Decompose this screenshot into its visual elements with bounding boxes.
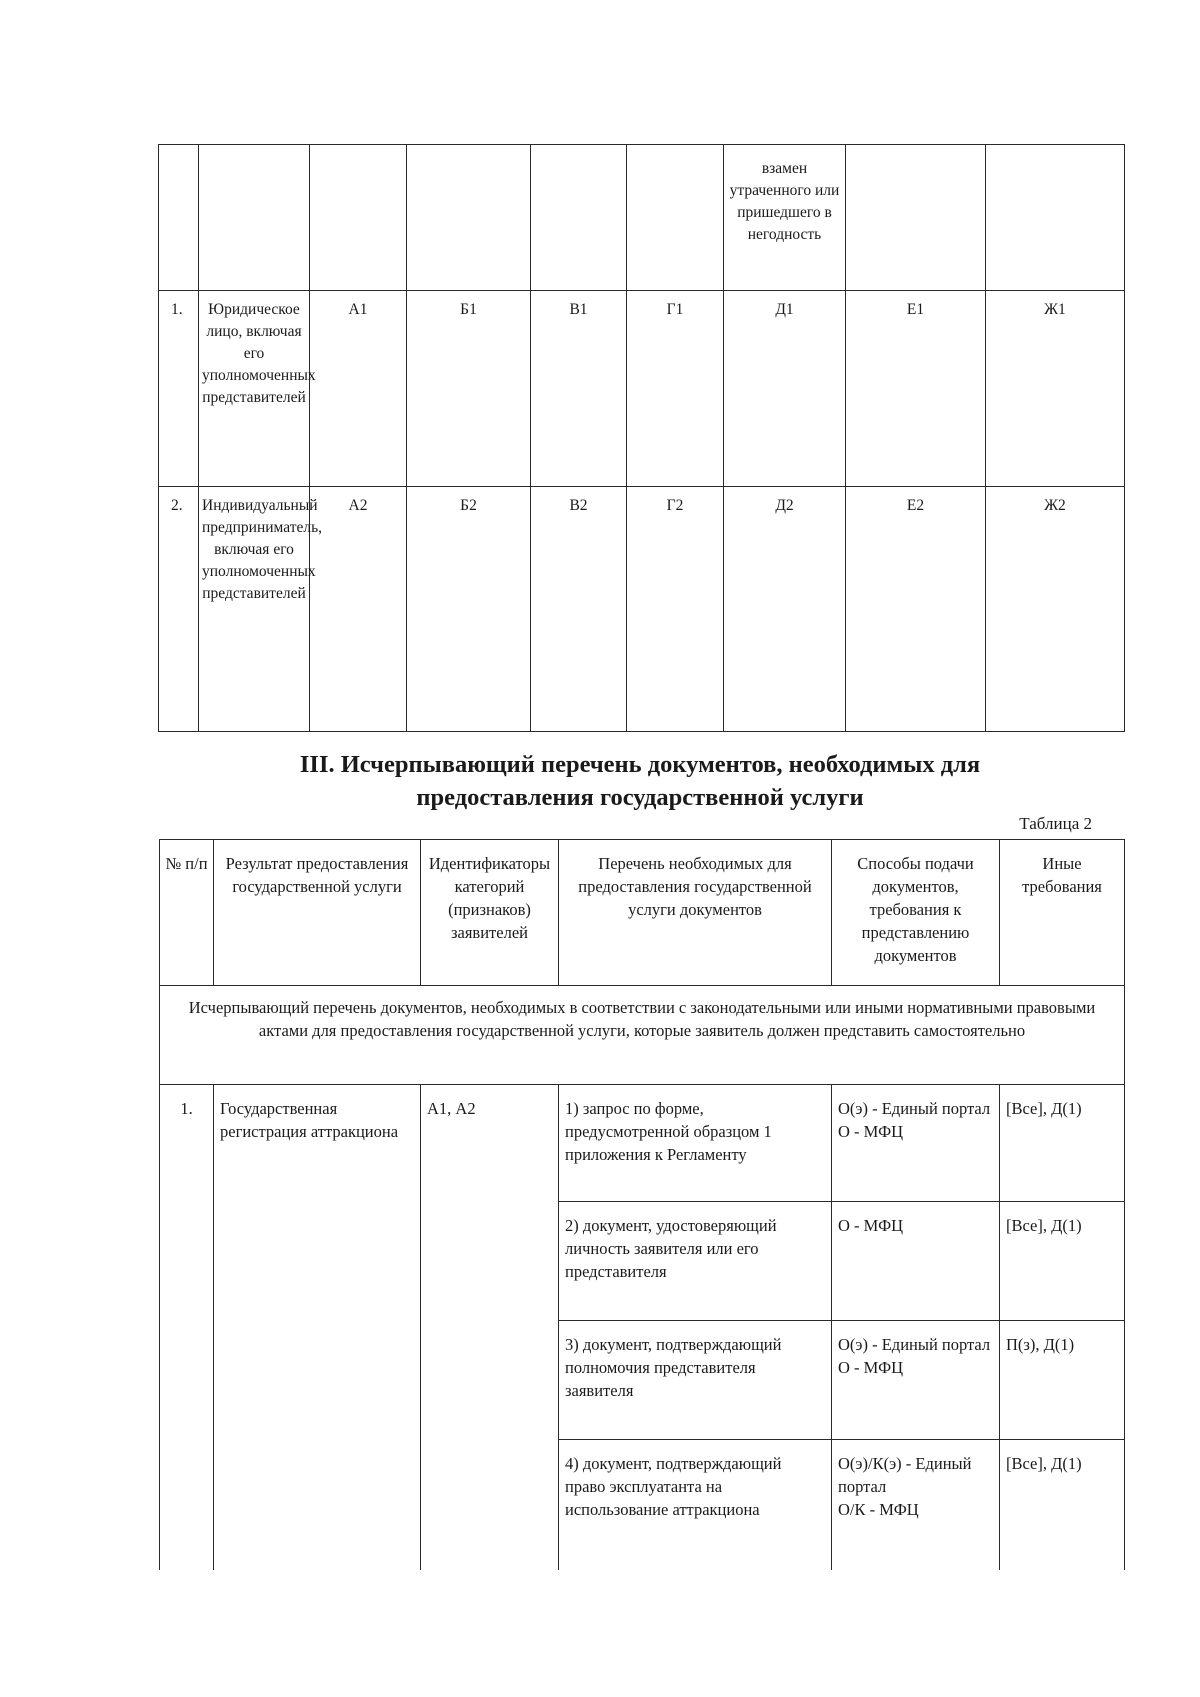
table-row [159,291,1125,487]
submission-method [832,1202,1000,1321]
applicant-category: Юридическое лицо, включая его уполномоченных представителей [199,291,310,487]
table-cell: Д1 [724,291,846,487]
document-name: 3) документ, подтверждающий полномочия представителя заявителя [559,1321,832,1440]
table-cell: Г2 [627,487,724,732]
table-row [160,986,1125,1085]
table-cell: Б2 [407,487,531,732]
submission-method [832,1440,1000,1571]
method-line: О - МФЦ [838,1358,904,1377]
row-number: 1. [160,1085,214,1571]
table-cell: Д2 [724,487,846,732]
table-cell [531,145,627,291]
other-requirements: [Все], Д(1) [1000,1440,1125,1571]
table-cell: Ж1 [986,291,1125,487]
table-cell: А2 [310,487,407,732]
table-cell: Ж2 [986,487,1125,732]
table-row [159,145,1125,291]
other-requirements: [Все], Д(1) [1000,1085,1125,1202]
registration-results-table [158,144,1125,732]
document-name: 2) документ, удостоверяющий личность заявителя или его представителя [559,1202,832,1321]
column-header: № п/п [160,840,214,986]
document-name: 4) документ, подтверждающий право эксплуатанта на использование аттракциона [559,1440,832,1571]
table-cell: Е2 [846,487,986,732]
table-cell: Е1 [846,291,986,487]
table-cell: взамен утраченного или пришедшего в негодность [724,145,846,291]
table-cell [986,145,1125,291]
section-title-line: III. Исчерпывающий перечень документов, необходимых для [299,751,981,778]
table-cell: Г1 [627,291,724,487]
row-number: 2. [159,487,199,732]
applicant-category: Индивидуальный предприниматель, включая его уполномоченных представителей [199,487,310,732]
table-cell [407,145,531,291]
applicant-identifiers: А1, А2 [421,1085,559,1571]
method-line: О/К - МФЦ [838,1500,919,1519]
row-number: 1. [159,291,199,487]
table-cell [310,145,407,291]
document-name: 1) запрос по форме, предусмотренной образцом 1 приложения к Регламенту [559,1085,832,1202]
table-header-row [160,840,1125,986]
table-cell: Б1 [407,291,531,487]
table-row [160,1085,1125,1202]
method-line: О(э) - Единый портал [838,1099,991,1118]
table-cell [159,145,199,291]
submission-method [832,1085,1000,1202]
method-line: О - МФЦ [838,1216,904,1235]
table-cell: А1 [310,291,407,487]
column-header: Результат предоставления государственной услуги [214,840,421,986]
table-cell [199,145,310,291]
table-row [159,487,1125,732]
section-title-line: предоставления государственной услуги [416,784,864,811]
other-requirements: П(з), Д(1) [1000,1321,1125,1440]
method-line: О(э)/К(э) - Единый портал [838,1454,972,1496]
column-header: Идентификаторы категорий (признаков) заявителей [421,840,559,986]
required-documents-table [159,839,1125,1570]
table-cell: В2 [531,487,627,732]
table-cell [846,145,986,291]
submission-method [832,1321,1000,1440]
column-header: Иные требования [1000,840,1125,986]
table-cell [627,145,724,291]
method-line: О(э) - Единый портал [838,1335,991,1354]
section-title [160,748,1120,814]
column-header: Перечень необходимых для предоставления государственной услуги документов [559,840,832,986]
other-requirements: [Все], Д(1) [1000,1202,1125,1321]
table-cell: В1 [531,291,627,487]
column-header: Способы подачи документов, требования к представлению документов [832,840,1000,986]
table-caption: Таблица 2 [1019,814,1092,833]
method-line: О - МФЦ [838,1122,904,1141]
table-section-note: Исчерпывающий перечень документов, необходимых в соответствии с законодательными или иными нормативными правовыми актами для предоставления государственной услуги, которые заявитель должен представить самостоятельно [160,986,1125,1085]
service-result: Государственная регистрация аттракциона [214,1085,421,1571]
